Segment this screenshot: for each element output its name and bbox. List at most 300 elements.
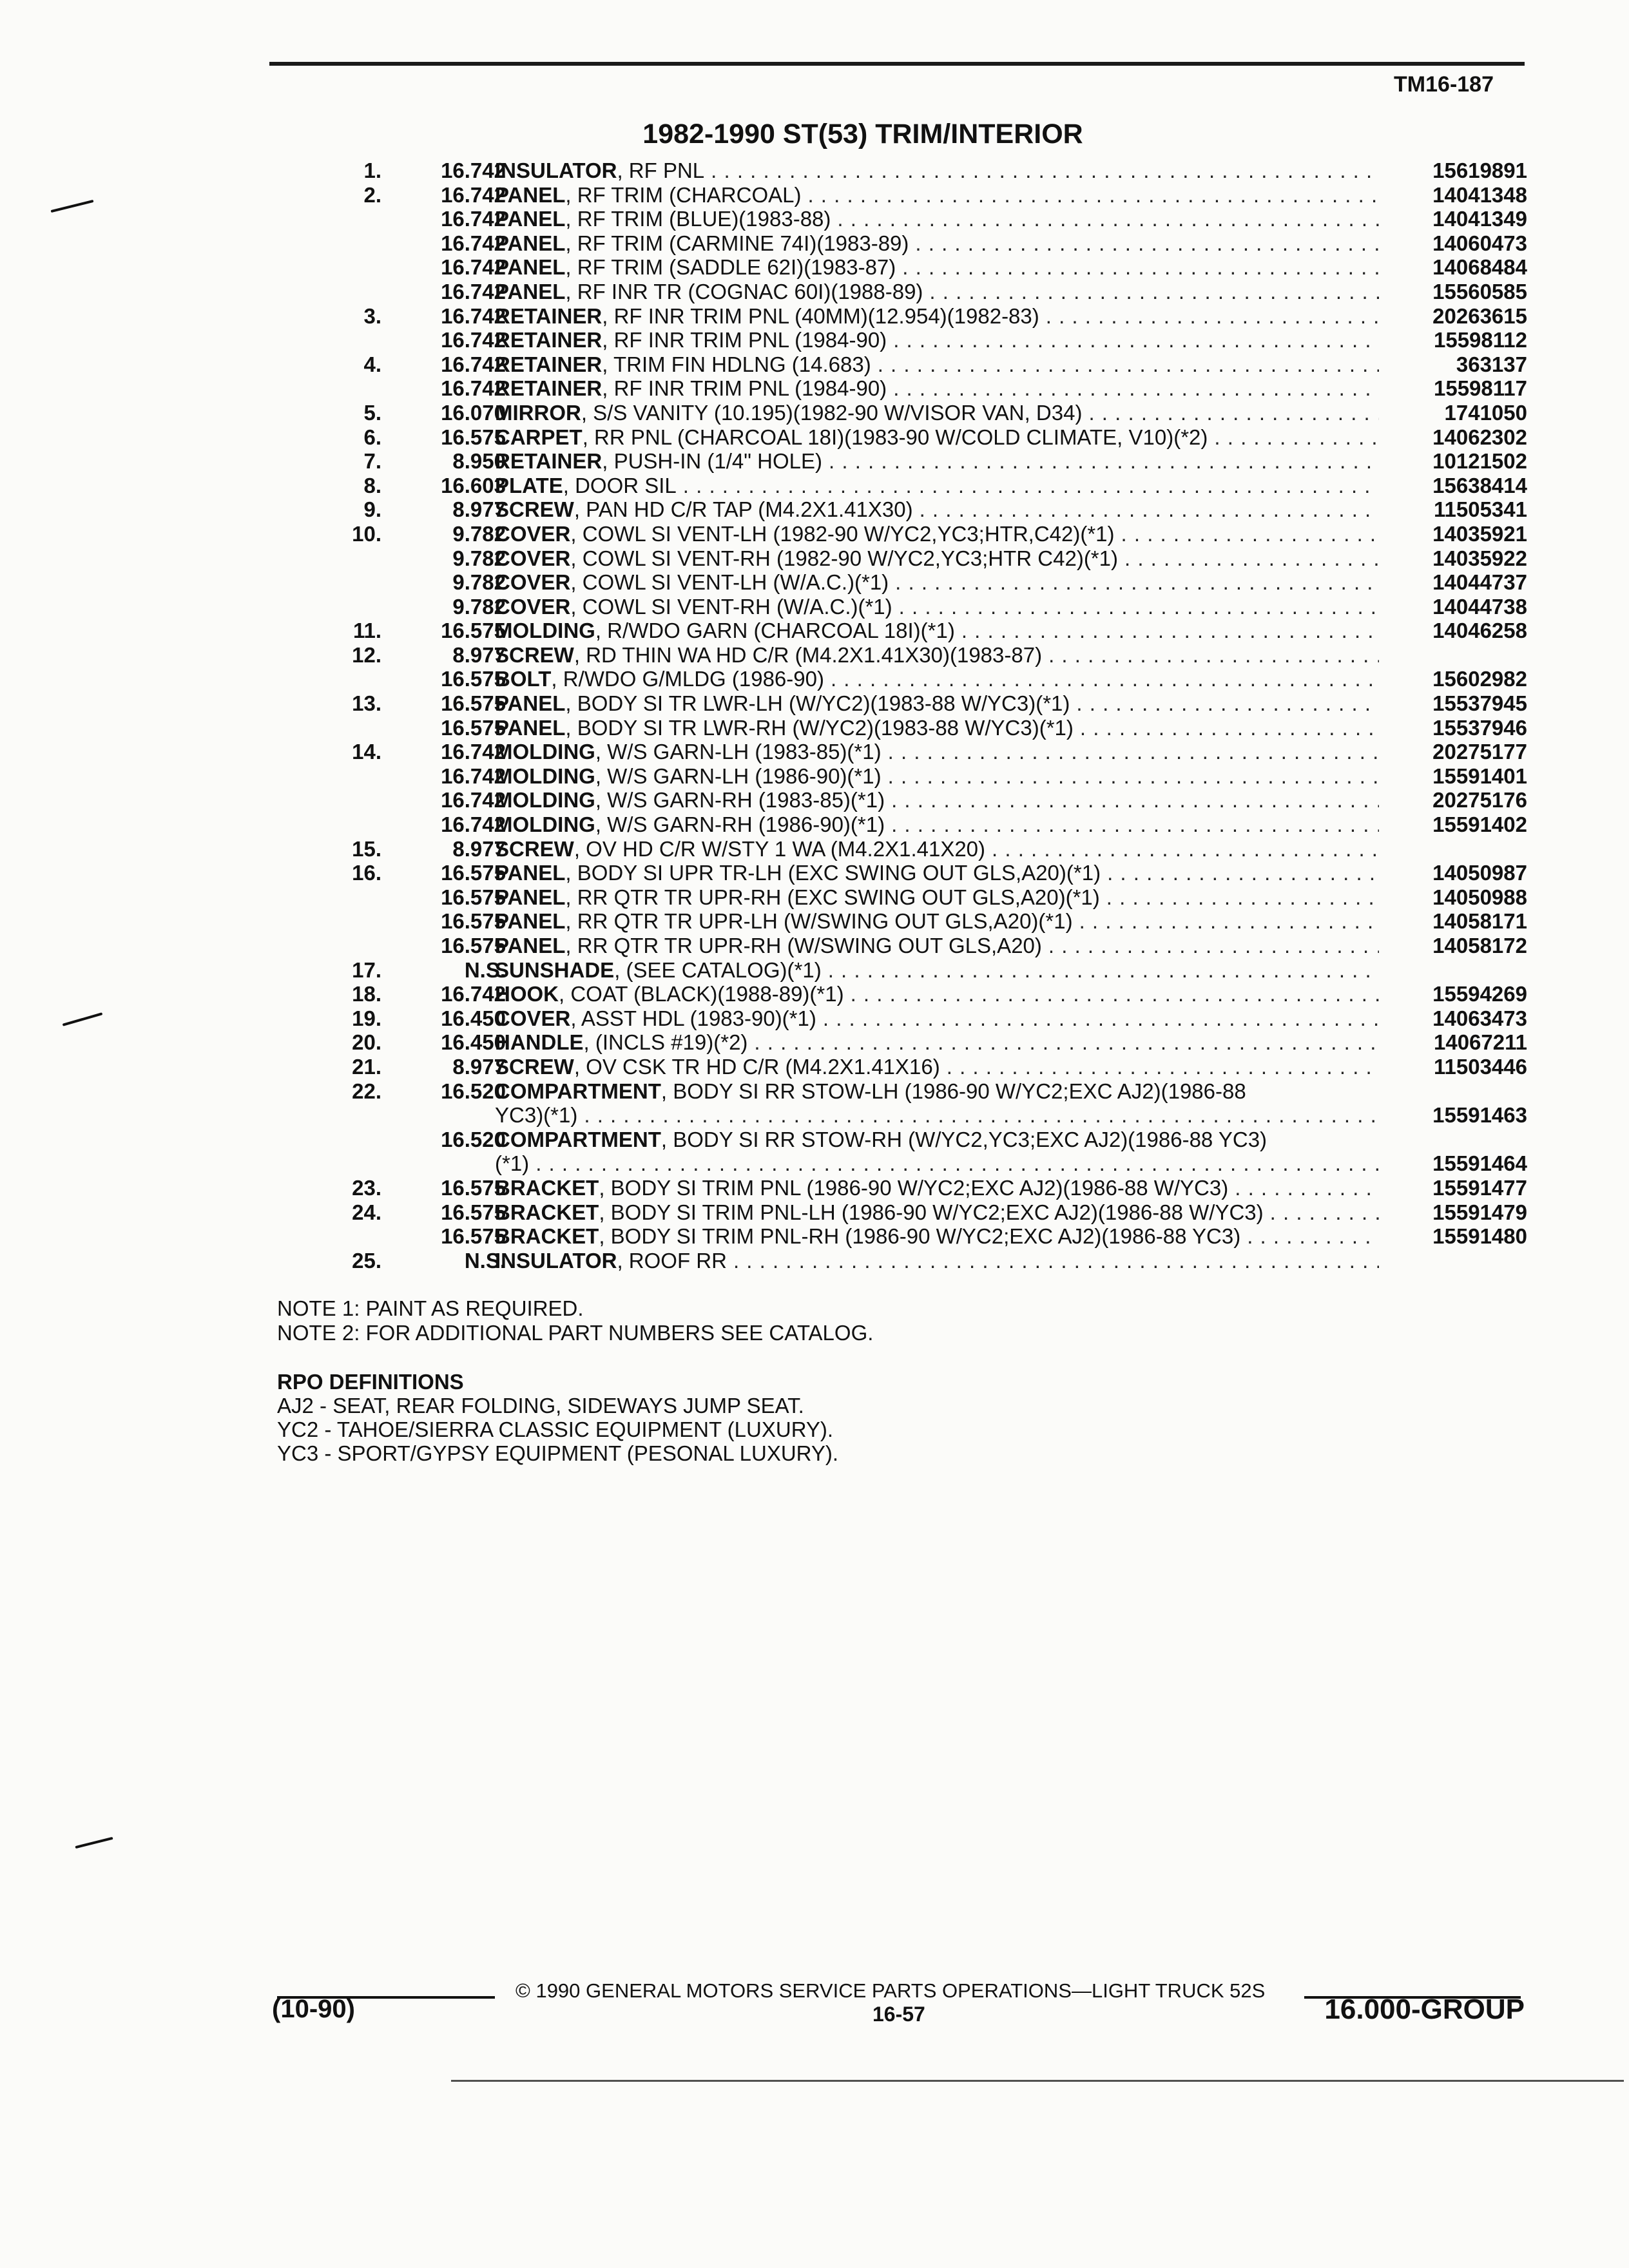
parts-row: [290, 1128, 1527, 1176]
group-number: 16.575: [441, 667, 506, 691]
item-number: 7.: [363, 449, 381, 474]
group-number: 16.575: [441, 1224, 506, 1249]
parts-row: [290, 740, 1527, 764]
footer-group: 16.000-GROUP: [1324, 1994, 1525, 2025]
part-name: BRACKET: [495, 1200, 599, 1224]
part-name: PANEL: [495, 182, 566, 207]
parts-row: [290, 280, 1527, 304]
group-number: 9.782: [452, 594, 506, 619]
group-number: 16.450: [441, 1006, 506, 1030]
item-number: 21.: [352, 1054, 381, 1079]
dot-leader: [920, 497, 1379, 522]
parts-row: [290, 595, 1527, 619]
part-name: PANEL: [495, 231, 566, 255]
margin-mark: [63, 1012, 103, 1026]
part-number: 15619891: [1432, 159, 1527, 182]
part-number: 14063473: [1432, 1006, 1527, 1030]
part-number: 14068484: [1432, 255, 1527, 280]
part-name: SCREW: [495, 497, 574, 522]
dot-leader: [829, 449, 1379, 474]
parts-row: [290, 788, 1527, 812]
dot-leader: [1048, 934, 1379, 958]
part-description: , W/S GARN-RH (1986-90)(*1): [595, 812, 885, 837]
part-name: BRACKET: [495, 1175, 599, 1200]
group-number: 8.950: [452, 449, 506, 474]
parts-row: [290, 716, 1527, 740]
part-description: , RF INR TRIM PNL (1984-90): [602, 376, 887, 401]
part-name: PANEL: [495, 255, 566, 280]
parts-row: [290, 1249, 1527, 1273]
group-number: 16.575: [441, 861, 506, 885]
group-number: 16.575: [441, 1175, 506, 1200]
item-number: 10.: [352, 521, 381, 546]
part-description: , W/S GARN-LH (1983-85)(*1): [595, 740, 882, 764]
parts-row: [290, 425, 1527, 450]
header-rule: [269, 62, 1525, 66]
group-number: 9.782: [452, 521, 506, 546]
part-name: PANEL: [495, 715, 566, 740]
footer-page-number: 16-57: [872, 2003, 925, 2026]
group-number: 16.742: [441, 182, 506, 207]
item-number: 11.: [352, 619, 381, 643]
part-name: SUNSHADE: [495, 957, 615, 982]
part-name: BOLT: [495, 667, 552, 691]
dot-leader: [823, 1006, 1379, 1031]
part-number: 10121502: [1432, 449, 1527, 474]
dot-leader: [1106, 885, 1379, 910]
part-number: 14062302: [1432, 425, 1527, 449]
group-number: 16.742: [441, 764, 506, 788]
parts-row: [290, 159, 1527, 183]
part-number: 15591464: [1432, 1151, 1527, 1176]
dot-leader: [754, 1030, 1379, 1055]
group-number: 16.742: [441, 231, 506, 255]
parts-row: [290, 1006, 1527, 1031]
dot-leader: [1270, 1200, 1379, 1225]
part-name: MOLDING: [495, 740, 595, 764]
part-name: COVER: [495, 594, 571, 619]
part-number: 20275177: [1432, 740, 1527, 764]
dot-leader: [1046, 304, 1379, 329]
part-name: COVER: [495, 570, 571, 595]
group-number: 16.575: [441, 425, 506, 449]
margin-mark: [51, 200, 94, 213]
item-number: 25.: [352, 1248, 381, 1273]
item-number: 19.: [352, 1006, 381, 1030]
group-number: 16.575: [441, 885, 506, 909]
part-number: 15591479: [1432, 1200, 1527, 1224]
rpo-item-yc2: YC2 - TAHOE/SIERRA CLASSIC EQUIPMENT (LUXURY).: [277, 1418, 834, 1441]
item-number: 1.: [363, 159, 381, 182]
parts-row: [290, 667, 1527, 691]
group-number: 16.575: [441, 934, 506, 957]
part-number: 14046258: [1432, 619, 1527, 643]
group-number: 16.742: [441, 788, 506, 812]
part-name: MOLDING: [495, 788, 595, 812]
group-number: 16.742: [441, 982, 506, 1006]
part-name: COMPARTMENT: [495, 1079, 661, 1103]
part-description: , RF TRIM (CHARCOAL): [565, 182, 802, 207]
part-description: , R/WDO G/MLDG (1986-90): [551, 667, 824, 691]
parts-row: [290, 691, 1527, 716]
dot-leader: [1247, 1224, 1379, 1249]
dot-leader: [891, 812, 1379, 837]
part-number: 15591477: [1432, 1175, 1527, 1200]
part-name: MIRROR: [495, 400, 581, 425]
rpo-definitions: [277, 1370, 838, 1465]
group-number: 8.977: [452, 1054, 506, 1079]
part-name: INSULATOR: [495, 1248, 617, 1273]
dot-leader: [733, 1249, 1379, 1273]
part-description-continued: YC3)(*1): [495, 1103, 578, 1128]
part-number: 11503446: [1433, 1054, 1527, 1079]
dot-leader: [807, 183, 1379, 207]
parts-row: [290, 328, 1527, 352]
parts-row: [290, 619, 1527, 643]
part-name: PANEL: [495, 909, 566, 934]
part-number: 14060473: [1432, 231, 1527, 255]
group-number: 8.977: [452, 642, 506, 667]
dot-leader: [947, 1055, 1379, 1079]
part-description: , DOOR SIL: [563, 473, 677, 497]
group-number: 16.450: [441, 1030, 506, 1055]
part-name: MOLDING: [495, 812, 595, 837]
part-description: , COWL SI VENT-LH (W/A.C.)(*1): [570, 570, 889, 595]
part-description: , OV CSK TR HD C/R (M4.2X1.41X16): [574, 1054, 940, 1079]
parts-row: [290, 1176, 1527, 1200]
parts-row: [290, 497, 1527, 522]
part-number: 15594269: [1432, 982, 1527, 1006]
parts-row: [290, 1055, 1527, 1079]
group-number: 16.742: [441, 207, 506, 231]
part-description: , S/S VANITY (10.195)(1982-90 W/VISOR VAN, D34): [581, 400, 1083, 425]
dot-leader: [888, 764, 1379, 789]
part-description: , RF INR TRIM PNL (40MM)(12.954)(1982-83): [602, 303, 1039, 328]
part-number: 15598112: [1433, 328, 1527, 352]
part-description: , COAT (BLACK)(1988-89)(*1): [559, 982, 844, 1006]
item-number: 3.: [363, 303, 381, 328]
group-number: 16.742: [441, 812, 506, 837]
document-id: TM16-187: [1394, 72, 1494, 97]
part-name: SCREW: [495, 642, 574, 667]
part-number: 14044737: [1432, 570, 1527, 595]
part-name: RETAINER: [495, 303, 602, 328]
part-description: , (INCLS #19)(*2): [583, 1030, 748, 1055]
dot-leader: [1088, 401, 1379, 425]
item-number: 4.: [363, 352, 381, 376]
item-number: 12.: [352, 642, 381, 667]
parts-row: [290, 401, 1527, 425]
part-name: COMPARTMENT: [495, 1127, 661, 1151]
part-name: PANEL: [495, 279, 566, 303]
dot-leader: [1124, 546, 1379, 571]
dot-leader: [891, 788, 1379, 812]
parts-row: [290, 1030, 1527, 1055]
part-number: 363137: [1456, 352, 1527, 376]
item-number: 8.: [363, 473, 381, 497]
parts-row: [290, 1200, 1527, 1225]
part-description: , COWL SI VENT-RH (W/A.C.)(*1): [570, 594, 892, 619]
part-description: , BODY SI TRIM PNL-LH (1986-90 W/YC2;EXC AJ2)(1986-88 W/YC3): [599, 1200, 1264, 1224]
part-name: SCREW: [495, 1054, 574, 1079]
part-number: 14058171: [1432, 909, 1527, 934]
part-name: RETAINER: [495, 449, 602, 474]
parts-row: [290, 449, 1527, 474]
part-description: , R/WDO GARN (CHARCOAL 18I)(*1): [595, 619, 955, 643]
part-description: , PUSH-IN (1/4" HOLE): [602, 449, 823, 474]
part-name: HOOK: [495, 982, 559, 1006]
part-number: 15591480: [1432, 1224, 1527, 1249]
group-number: N.S.: [464, 1248, 506, 1273]
part-name: PANEL: [495, 207, 566, 231]
dot-leader: [915, 231, 1379, 256]
part-name: RETAINER: [495, 328, 602, 352]
dot-leader: [895, 570, 1379, 595]
group-number: 16.575: [441, 1200, 506, 1224]
part-description: , BODY SI RR STOW-RH (W/YC2,YC3;EXC AJ2)(1986-88 YC3): [660, 1127, 1268, 1151]
part-description: , RF TRIM (BLUE)(1983-88): [565, 207, 831, 231]
part-number: 20275176: [1432, 788, 1527, 812]
part-description: , OV HD C/R W/STY 1 WA (M4.2X1.41X20): [574, 836, 986, 861]
part-description: , ROOF RR: [617, 1248, 727, 1273]
part-name: BRACKET: [495, 1224, 599, 1249]
part-description: , BODY SI TR LWR-LH (W/YC2)(1983-88 W/YC3)(*1): [565, 691, 1070, 716]
part-description: , PAN HD C/R TAP (M4.2X1.41X30): [574, 497, 913, 522]
part-number: 14050987: [1432, 861, 1527, 885]
parts-row: [290, 934, 1527, 958]
part-description: , RF TRIM (SADDLE 62I)(1983-87): [565, 255, 896, 280]
part-number: 15560585: [1432, 279, 1527, 303]
part-description: , BODY SI UPR TR-LH (EXC SWING OUT GLS,A20)(*1): [565, 861, 1101, 885]
parts-row: [290, 255, 1527, 280]
part-number: 15537945: [1432, 691, 1527, 716]
dot-leader: [1080, 716, 1379, 740]
group-number: 16.742: [441, 328, 506, 352]
bottom-rule: [451, 2080, 1624, 2082]
item-number: 14.: [352, 740, 381, 764]
part-description: , COWL SI VENT-LH (1982-90 W/YC2,YC3;HTR,C42)(*1): [570, 521, 1115, 546]
part-description: , W/S GARN-LH (1986-90)(*1): [595, 764, 882, 788]
note-2: NOTE 2: FOR ADDITIONAL PART NUMBERS SEE CATALOG.: [277, 1321, 874, 1345]
dot-leader: [831, 667, 1379, 691]
part-name: RETAINER: [495, 352, 602, 376]
parts-row: [290, 861, 1527, 885]
dot-leader: [1121, 522, 1379, 546]
dot-leader: [711, 159, 1379, 183]
part-number: 14035922: [1432, 546, 1527, 570]
item-number: 16.: [352, 861, 381, 885]
parts-row: [290, 837, 1527, 861]
dot-leader: [683, 474, 1379, 498]
part-description: , RD THIN WA HD C/R (M4.2X1.41X30)(1983-87): [574, 642, 1043, 667]
part-name: COVER: [495, 521, 571, 546]
parts-row: [290, 885, 1527, 910]
part-number: 14050988: [1432, 885, 1527, 909]
part-number: 11505341: [1433, 497, 1527, 522]
margin-mark: [75, 1837, 113, 1849]
part-description: , RF INR TRIM PNL (1984-90): [602, 328, 887, 352]
item-number: 17.: [352, 957, 381, 982]
dot-leader: [851, 982, 1379, 1006]
group-number: 16.070: [441, 400, 506, 425]
dot-leader: [584, 1103, 1379, 1128]
group-number: 16.520: [441, 1127, 506, 1151]
group-number: N.S.: [464, 957, 506, 982]
part-name: PANEL: [495, 861, 566, 885]
group-number: 16.575: [441, 691, 506, 716]
part-description-continued: (*1): [495, 1151, 530, 1176]
page-title: 1982-1990 ST(53) TRIM/INTERIOR: [642, 119, 1083, 149]
part-name: PANEL: [495, 885, 566, 909]
part-description: , RR PNL (CHARCOAL 18I)(1983-90 W/COLD CLIMATE, V10)(*2): [582, 425, 1208, 449]
part-description: , BODY SI TRIM PNL-RH (1986-90 W/YC2;EXC AJ2)(1986-88 YC3): [599, 1224, 1241, 1249]
dot-leader: [828, 958, 1379, 983]
part-name: MOLDING: [495, 619, 595, 643]
parts-row: [290, 376, 1527, 401]
part-name: PANEL: [495, 691, 566, 716]
rpo-heading: RPO DEFINITIONS: [277, 1370, 464, 1394]
dot-leader: [1214, 425, 1379, 450]
part-description: , RR QTR TR UPR-LH (W/SWING OUT GLS,A20)(*1): [565, 909, 1073, 934]
part-name: PLATE: [495, 473, 563, 497]
item-number: 13.: [352, 691, 381, 716]
group-number: 16.575: [441, 715, 506, 740]
item-number: 5.: [363, 400, 381, 425]
parts-row: [290, 352, 1527, 377]
group-number: 16.575: [441, 909, 506, 934]
item-number: 15.: [352, 836, 381, 861]
group-number: 16.742: [441, 303, 506, 328]
parts-list: [290, 159, 1527, 1273]
part-description: , ASST HDL (1983-90)(*1): [570, 1006, 816, 1030]
part-number: 14041349: [1432, 207, 1527, 231]
dot-leader: [888, 740, 1379, 764]
part-number: 1741050: [1444, 400, 1527, 425]
parts-row: [290, 764, 1527, 789]
group-number: 9.782: [452, 570, 506, 595]
footer-copyright: © 1990 GENERAL MOTORS SERVICE PARTS OPERATIONS—LIGHT TRUCK 52S: [516, 1979, 1266, 2002]
part-name: COVER: [495, 1006, 571, 1030]
item-number: 23.: [352, 1175, 381, 1200]
part-name: COVER: [495, 546, 571, 570]
part-number: 15602982: [1432, 667, 1527, 691]
part-name: INSULATOR: [495, 159, 617, 182]
part-description: , RF TRIM (CARMINE 74I)(1983-89): [565, 231, 909, 255]
part-name: MOLDING: [495, 764, 595, 788]
part-number: 15537946: [1432, 715, 1527, 740]
parts-row: [290, 231, 1527, 256]
parts-row: [290, 1224, 1527, 1249]
dot-leader: [893, 328, 1379, 352]
dot-leader: [961, 619, 1379, 643]
dot-leader: [1048, 643, 1379, 668]
item-number: 2.: [363, 182, 381, 207]
rpo-item-yc3: YC3 - SPORT/GYPSY EQUIPMENT (PESONAL LUXURY).: [277, 1441, 839, 1465]
group-number: 9.782: [452, 546, 506, 570]
part-number: 15591463: [1432, 1103, 1527, 1128]
dot-leader: [878, 352, 1379, 377]
item-number: 20.: [352, 1030, 381, 1055]
part-number: 15591402: [1432, 812, 1527, 837]
part-name: SCREW: [495, 836, 574, 861]
dot-leader: [1235, 1176, 1379, 1200]
group-number: 16.520: [441, 1079, 506, 1103]
parts-row: [290, 522, 1527, 546]
part-description: , BODY SI RR STOW-LH (1986-90 W/YC2;EXC AJ2)(1986-88: [660, 1079, 1246, 1103]
parts-row: [290, 183, 1527, 207]
parts-row: [290, 546, 1527, 571]
part-name: RETAINER: [495, 376, 602, 401]
dot-leader: [1076, 691, 1379, 716]
group-number: 16.742: [441, 159, 506, 182]
parts-row: [290, 643, 1527, 668]
dot-leader: [535, 1151, 1379, 1176]
parts-row: [290, 958, 1527, 983]
dot-leader: [899, 595, 1379, 619]
part-description: , W/S GARN-RH (1983-85)(*1): [595, 788, 885, 812]
part-description: , BODY SI TRIM PNL (1986-90 W/YC2;EXC AJ2)(1986-88 W/YC3): [599, 1175, 1229, 1200]
item-number: 24.: [352, 1200, 381, 1224]
part-description: , RF PNL: [617, 159, 705, 182]
item-number: 22.: [352, 1079, 381, 1103]
parts-row: [290, 909, 1527, 934]
parts-row: [290, 207, 1527, 231]
group-number: 16.742: [441, 255, 506, 280]
part-number: 15638414: [1432, 473, 1527, 497]
dot-leader: [1079, 909, 1379, 934]
parts-row: [290, 812, 1527, 837]
group-number: 16.742: [441, 352, 506, 376]
notes: [277, 1296, 873, 1345]
dot-leader: [893, 376, 1379, 401]
part-number: 14041348: [1432, 182, 1527, 207]
parts-row: [290, 474, 1527, 498]
note-1: NOTE 1: PAINT AS REQUIRED.: [277, 1296, 584, 1320]
part-name: PANEL: [495, 934, 566, 957]
parts-row: [290, 570, 1527, 595]
part-description: , COWL SI VENT-RH (1982-90 W/YC2,YC3;HTR C42)(*1): [570, 546, 1118, 570]
part-number: 14035921: [1432, 521, 1527, 546]
dot-leader: [992, 837, 1379, 861]
parts-row: [290, 304, 1527, 329]
group-number: 16.742: [441, 279, 506, 303]
group-number: 16.575: [441, 619, 506, 643]
part-description: , (SEE CATALOG)(*1): [614, 957, 822, 982]
group-number: 8.977: [452, 497, 506, 522]
part-description: , RF INR TR (COGNAC 60I)(1988-89): [565, 279, 923, 303]
part-number: 15598117: [1433, 376, 1527, 401]
group-number: 8.977: [452, 836, 506, 861]
footer-date-code: (10-90): [272, 1995, 355, 2023]
parts-row: [290, 1079, 1527, 1128]
part-number: 14058172: [1432, 934, 1527, 957]
dot-leader: [1107, 861, 1379, 885]
part-name: CARPET: [495, 425, 583, 449]
part-number: 14067211: [1433, 1030, 1527, 1055]
parts-row: [290, 982, 1527, 1006]
rpo-item-aj2: AJ2 - SEAT, REAR FOLDING, SIDEWAYS JUMP SEAT.: [277, 1394, 804, 1418]
dot-leader: [929, 280, 1379, 304]
group-number: 16.603: [441, 473, 506, 497]
item-number: 6.: [363, 425, 381, 449]
group-number: 16.742: [441, 740, 506, 764]
part-description: , RR QTR TR UPR-RH (EXC SWING OUT GLS,A20)(*1): [565, 885, 1100, 909]
part-description: , BODY SI TR LWR-RH (W/YC2)(1983-88 W/YC3)(*1): [565, 715, 1074, 740]
group-number: 16.742: [441, 376, 506, 401]
part-description: , RR QTR TR UPR-RH (W/SWING OUT GLS,A20): [565, 934, 1042, 957]
part-number: 15591401: [1432, 764, 1527, 788]
dot-leader: [837, 207, 1379, 231]
